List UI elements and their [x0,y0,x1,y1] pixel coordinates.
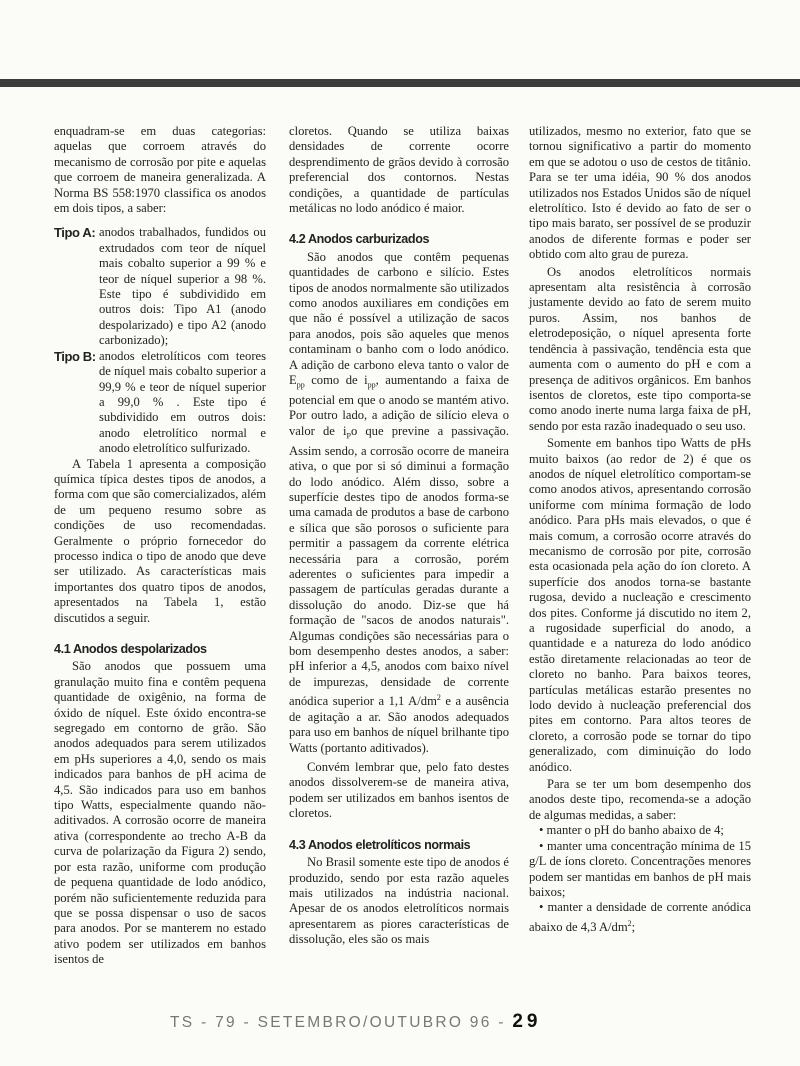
tipo-a-entry [54,225,266,348]
eletroliticos-paragraph: Os anodos eletrolíticos normais apresentam alta resistência à corrosão justamente devido ao fato de serem muito puros. Assim, nos banhos de eletrodeposição, o níquel apresenta forte tendência à passivação, tendência esta que aumenta com o aumento do pH e com a presença de aditivos orgânicos. Em banhos isentos de cloretos, este tipo comporta-se como anodo inerte numa larga faixa de pH, sendo por esta razão inadequado o seu uso. [529,264,751,433]
page-number: 29 [512,1011,542,1032]
tipo-a-label: Tipo A: [54,225,96,241]
intro-paragraph: enquadram-se em duas categorias: aquelas que corroem através do mecanismo de corrosão por pite e aquelas que corroem de maneira generalizada. A Norma BS 558:1970 classifica os anodos em dois tipos, a saber: [54,124,266,216]
bullet-cloreto: • manter uma concentração mínima de 15 g/L de íons cloreto. Concentrações menores podem ser mantidas em banhos de pH mais baixos; [529,838,751,899]
column-2 [289,124,509,948]
cloretos-paragraph: cloretos. Quando se utiliza baixas densidades de corrente ocorre desprendimento de grãos devido à corrosão preferencial dos contornos. Nestas condições, a quantidade de partículas metálicas no lodo anódico é maior. [289,124,509,216]
footer-text: TS - 79 - SETEMBRO/OUTUBRO 96 - [170,1014,506,1031]
utilizados-paragraph: utilizados, mesmo no exterior, fato que se tornou significativo a partir do momento em que se adotou o uso de cestos de titânio. Para se ter uma idéia, 90 % dos anodos utilizados nos Estados Unidos são de níquel eletrolítico. Isto é devido ao fato de ser o tipo mais barato, ser possível de se produzir anodos de diferente formas e poder ser obtido com alto grau de pureza. [529,124,751,262]
bullet-ph: • manter o pH do banho abaixo de 4; [539,823,724,838]
column-1 [54,124,266,968]
section-4-1-heading: 4.1 Anodos despolarizados [54,642,207,656]
watts-paragraph: Somente em banhos tipo Watts de pHs muito baixos (ao redor de 2) é que os anodos de níquel eletrolítico comportam-se como anodos ativos, apresentando corrosão uniforme com mínima formação de lodo anódico. Para pHs mais elevados, o que é mais comum, a corrosão ocorre através do mecanismo de corrosão por pite, corrosão esta ocasionada pela ação do íon cloreto. A superfície dos anodos torna-se bastante rugosa, devido a nucleação e crescimento dos pites. Conforme já discutido no item 2, a rugosidade superficial do anodo, a quantidade e a natureza do lodo anódico estão diretamente relacionadas ao teor de cloreto no banho. Para baixos teores, partículas metálicas estarão presentes no lodo devido à nucleação preferencial dos pites em contorno. Para altos teores de cloreto, a corrosão pode se tornar do tipo generalizado, com diminuição do lodo anódico. [529,436,751,774]
section-4-2-heading: 4.2 Anodos carburizados [289,232,430,247]
section-4-3-heading: 4.3 Anodos eletrolíticos normais [289,837,471,852]
tipo-a-text: anodos trabalhados, fundidos ou extrudados com teor de níquel mais cobalto superior a 99 % e teor de níquel superior a 98 %. Este tipo é subdividido em outros dois: Tipo A1 (anodo despolarizado) e tipo A2 (anodo carbonizado); [99,225,266,348]
page-footer [170,1011,541,1033]
bullet-densidade: • manter a densidade de corrente anódica abaixo de 4,3 $A/dm^2$; [529,900,751,934]
section-4-2-paragraph: São anodos que contêm pequenas quantidades de carbono e silício. Estes tipos de anodos normalmente são utilizados como anodos auxiliares em condições em que não é possível a utilização de sacos para anodos, pois são aqueles que menos contaminam o banho com o lodo anódico. A adição de carbono eleva tanto o valor de $E_{pp}$ como de $i_{pp}$, aumentando a faixa de potencial em que o anodo se mantém ativo. Por outro lado, a adição de silício eleva o valor de $i_Po$ que previne a passivação. Assim sendo, a corrosão ocorre de maneira ativa, o que por si só diminui a formação do lodo anódico. Além disso, sobre a superfície destes tipo de anodos forma-se uma camada de produtos a base de carbono e sílica que são porosos o suficiente para permitir a passagem da corrente elétrica necessária para a corrosão, porém aderentes o suficientes para impedir a passagem de partículas geradas durante a dissolução do anodo. Diz-se que há formação de "sacos de anodos naturais". Algumas condições são necessárias para o bom desempenho destes anodos, a saber: pH inferior a 4,5, anodos com baixo nível de impurezas, densidade de corrente anódica superior a 1,1 $A/dm^2$ e a ausência de agitação a ar. São anodos adequados para uso em banhos de níquel brilhante tipo Watts (portanto aditivados). [289,249,510,755]
column-3 [529,124,751,935]
tipo-b-label: Tipo B: [54,348,96,364]
section-4-1-paragraph: São anodos que possuem uma granulação muito fina e contêm pequena quantidade de oxigênio, na forma de óxido de níquel. Este óxido encontra-se segregado em contorno de grão. São anodos adequados para serem utilizados em pHs superiores a 4,0, sendo os mais indicados para banhos de pH acima de 4,5. São indicados para uso em banhos tipo Watts, especialmente quando não-aditivados. A corrosão ocorre de maneira ativa (correspondente ao trecho A-B da curva de polarização da Figura 2) sendo, por esta razão, uniforme com produção de pequena quantidade de lodo anódico, porém não suficientemente reduzida para que se possa dispensar o uso de sacos para anodos. Por se manterem no estado ativo podem ser utilizados em banhos isentos de [54,659,266,967]
section-4-3-paragraph: No Brasil somente este tipo de anodos é produzido, sendo por esta razão aqueles mais utilizados na indústria nacional. Apesar de os anodos eletrolíticos normais apresentarem as piores características de dissolução, eles são os mais [289,855,509,947]
header-rule [0,79,800,87]
tabela-paragraph: A Tabela 1 apresenta a composição química típica destes tipos de anodos, a forma com que são comercializados, além de um pequeno resumo sobre as condições de uso recomendadas. Geralmente o próprio fornecedor do processo indica o tipo de anodo que deve ser utilizado. As características mais importantes dos quatro tipos de anodos, apresentados na Tabela 1, estão discutidos a seguir. [54,456,266,625]
convem-paragraph: Convém lembrar que, pelo fato destes anodos dissolverem-se de maneira ativa, podem ser utilizados em banhos isentos de cloretos. [289,760,509,821]
desempenho-paragraph: Para se ter um bom desempenho dos anodos deste tipo, recomenda-se a adoção de algumas medidas, a saber: [529,777,751,822]
tipo-b-entry [54,349,266,457]
tipo-b-text: anodos eletrolíticos com teores de níquel mais cobalto superior a 99,9 % e teor de níquel superior a 99,0 % . Este tipo é subdividido em outros dois: anodo eletrolítico normal e anodo eletrolítico sulfurizado. [99,348,266,456]
